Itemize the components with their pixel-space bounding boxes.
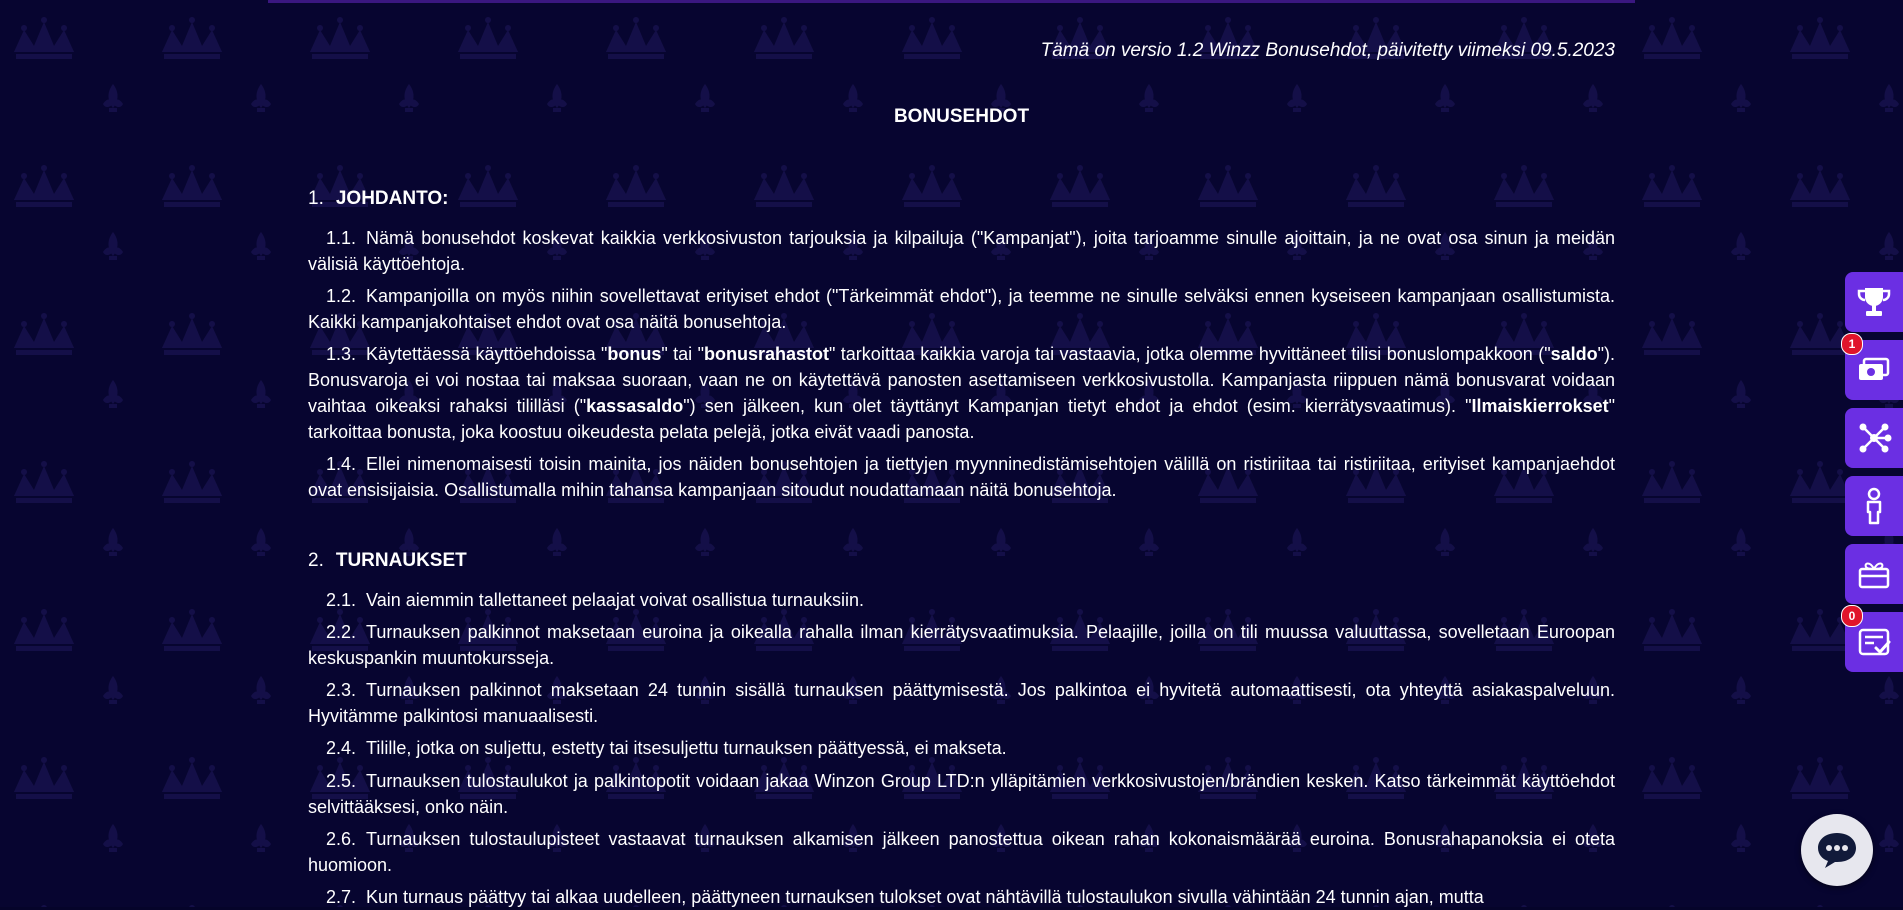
paragraph-number: 2.7.	[326, 887, 357, 907]
live-chat-button[interactable]	[1801, 814, 1873, 886]
term-bonus: bonus	[607, 344, 662, 364]
paragraph-2-6	[308, 826, 1615, 878]
cash-icon	[1854, 350, 1894, 390]
paragraph-text: Vain aiemmin tallettaneet pelaajat voivat osallistua turnauksiin.	[366, 590, 864, 610]
tasks-button[interactable]	[1845, 609, 1903, 672]
paragraph-number: 2.1.	[326, 590, 357, 610]
term-ilmaiskierrokset: Ilmaiskierrokset	[1471, 396, 1609, 416]
paragraph-text: " tarkoittaa bonusta, joka koostuu oikeudesta pelata pelejä, jotka eivät vaadi panosta.	[308, 396, 1615, 442]
paragraph-1-3	[308, 341, 1615, 445]
affiliate-button[interactable]	[1845, 408, 1903, 468]
paragraph-text: "). Bonusvaroja ei voi nostaa tai maksaa suoraan, vaan ne on käytettävä panosten asettamiseen verkkosivustolla. Kampanjasta riippuen nämä bonusvarat voidaan vaihtaa oikeaksi rahaksi tililläsi ("	[308, 344, 1615, 416]
paragraph-2-4	[308, 735, 1615, 761]
profile-button[interactable]	[1845, 476, 1903, 536]
paragraph-2-3	[308, 677, 1615, 729]
section-heading-2	[308, 548, 467, 574]
paragraph-number: 2.3.	[326, 680, 357, 700]
paragraph-2-5	[308, 768, 1615, 820]
paragraph-text: Nämä bonusehdot koskevat kaikkia verkkosivuston tarjouksia ja kilpailuja ("Kampanjat"), joita tarjoamme sinulle ajoittain, ja ne ovat osa sinun ja meidän välisiä käyttöehtoja.	[308, 228, 1615, 274]
trophy-icon	[1854, 282, 1894, 322]
notification-badge: 0	[1841, 605, 1863, 627]
promotions-button[interactable]	[1845, 544, 1903, 604]
paragraph-number: 1.1.	[326, 228, 357, 248]
notification-badge: 1	[1841, 333, 1863, 355]
section-number: 1.	[308, 188, 324, 209]
paragraph-number: 1.3.	[326, 344, 357, 364]
section-title: JOHDANTO:	[335, 188, 449, 209]
section-title: TURNAUKSET	[335, 550, 467, 571]
chat-bubble-icon	[1815, 830, 1859, 870]
network-icon	[1854, 418, 1894, 458]
cashier-button[interactable]	[1845, 337, 1903, 400]
paragraph-text: Turnauksen palkinnot maksetaan 24 tunnin sisällä turnauksen päättymisestä. Jos palkintoa ei hyvitetä automaattisesti, ota yhteyttä asiakaspalveluun. Hyvitämme palkintosi manuaalisesti.	[308, 680, 1615, 726]
paragraph-text: Kampanjoilla on myös niihin sovellettavat erityiset ehdot ("Tärkeimmät ehdot"), ja teemme ne sinulle selväksi ennen kyseiseen kampanjaan osallistumista. Kaikki kampanjakohtaiset ehdot ovat osa näitä bonusehtoja.	[308, 286, 1615, 332]
gift-icon	[1854, 554, 1894, 594]
paragraph-number: 1.2.	[326, 286, 357, 306]
paragraph-text: Kun turnaus päättyy tai alkaa uudelleen, päättyneen turnauksen tulokset ovat nähtävillä tulostaulukon sivulla vähintään 24 tunnin ajan, mutta	[366, 887, 1484, 907]
paragraph-number: 2.6.	[326, 829, 357, 849]
section-heading-1	[308, 186, 448, 212]
checklist-icon	[1854, 622, 1894, 662]
paragraph-2-1	[308, 587, 1615, 613]
paragraph-number: 2.4.	[326, 738, 357, 758]
paragraph-1-1	[308, 225, 1615, 277]
paragraph-text: Käytettäessä käyttöehdoissa "	[366, 344, 608, 364]
paragraph-text: Tilille, jotka on suljettu, estetty tai itsesuljettu turnauksen päättyessä, ei makseta.	[366, 738, 1007, 758]
paragraph-text: " tarkoittaa kaikkia varoja tai vastaavia, jotka olemme hyvittäneet tilisi bonuslompakkoon ("	[829, 344, 1551, 364]
person-icon	[1854, 486, 1894, 526]
paragraph-number: 2.2.	[326, 622, 357, 642]
paragraph-1-2	[308, 283, 1615, 335]
paragraph-text: Turnauksen tulostaulupisteet vastaavat turnauksen alkamisen jälkeen panostettua oikean rahan kokonaismäärää euroina. Bonusrahapanoksia ei oteta huomioon.	[308, 829, 1615, 875]
paragraph-number: 1.4.	[326, 454, 357, 474]
header-bottom-edge	[268, 0, 1635, 3]
paragraph-number: 2.5.	[326, 771, 357, 791]
paragraph-text: Turnauksen tulostaulukot ja palkintopotit voidaan jakaa Winzon Group LTD:n ylläpitämien verkkosivustojen/brändien kesken. Katso tärkeimmät käyttöehdot selvittääksesi, onko näin.	[308, 771, 1615, 817]
paragraph-2-7	[308, 884, 1615, 910]
term-kassasaldo: kassasaldo	[586, 396, 684, 416]
section-number: 2.	[308, 550, 324, 571]
version-note: Tämä on versio 1.2 Winzz Bonusehdot, päivitetty viimeksi 09.5.2023	[1040, 40, 1615, 61]
paragraph-text: Turnauksen palkinnot maksetaan euroina ja oikealla rahalla ilman kierrätysvaatimuksia. Pelaajille, joilla on tili muussa valuuttassa, sovelletaan Euroopan keskuspankin muuntokursseja.	[308, 622, 1615, 668]
paragraph-text: ") sen jälkeen, kun olet täyttänyt Kampanjan tietyt ehdot ja ehdot (esim. kierrätysvaatimus). "	[683, 396, 1472, 416]
paragraph-text: Ellei nimenomaisesti toisin mainita, jos näiden bonusehtojen ja tiettyjen myynninedistämisehtojen välillä on ristiriitaa tai ristiriitaa, erityiset kampanjaehdot ovat ensisijaisia. Osallistumalla mihin tahansa kampanjaan sitoudut noudattamaan näitä bonusehtoja.	[308, 454, 1615, 500]
term-bonusrahastot: bonusrahastot	[703, 344, 829, 364]
paragraph-2-2	[308, 619, 1615, 671]
paragraph-1-4	[308, 451, 1615, 503]
term-saldo: saldo	[1550, 344, 1598, 364]
tournaments-button[interactable]	[1845, 272, 1903, 332]
paragraph-text: " tai "	[661, 344, 704, 364]
document-title: BONUSEHDOT	[893, 106, 1030, 127]
